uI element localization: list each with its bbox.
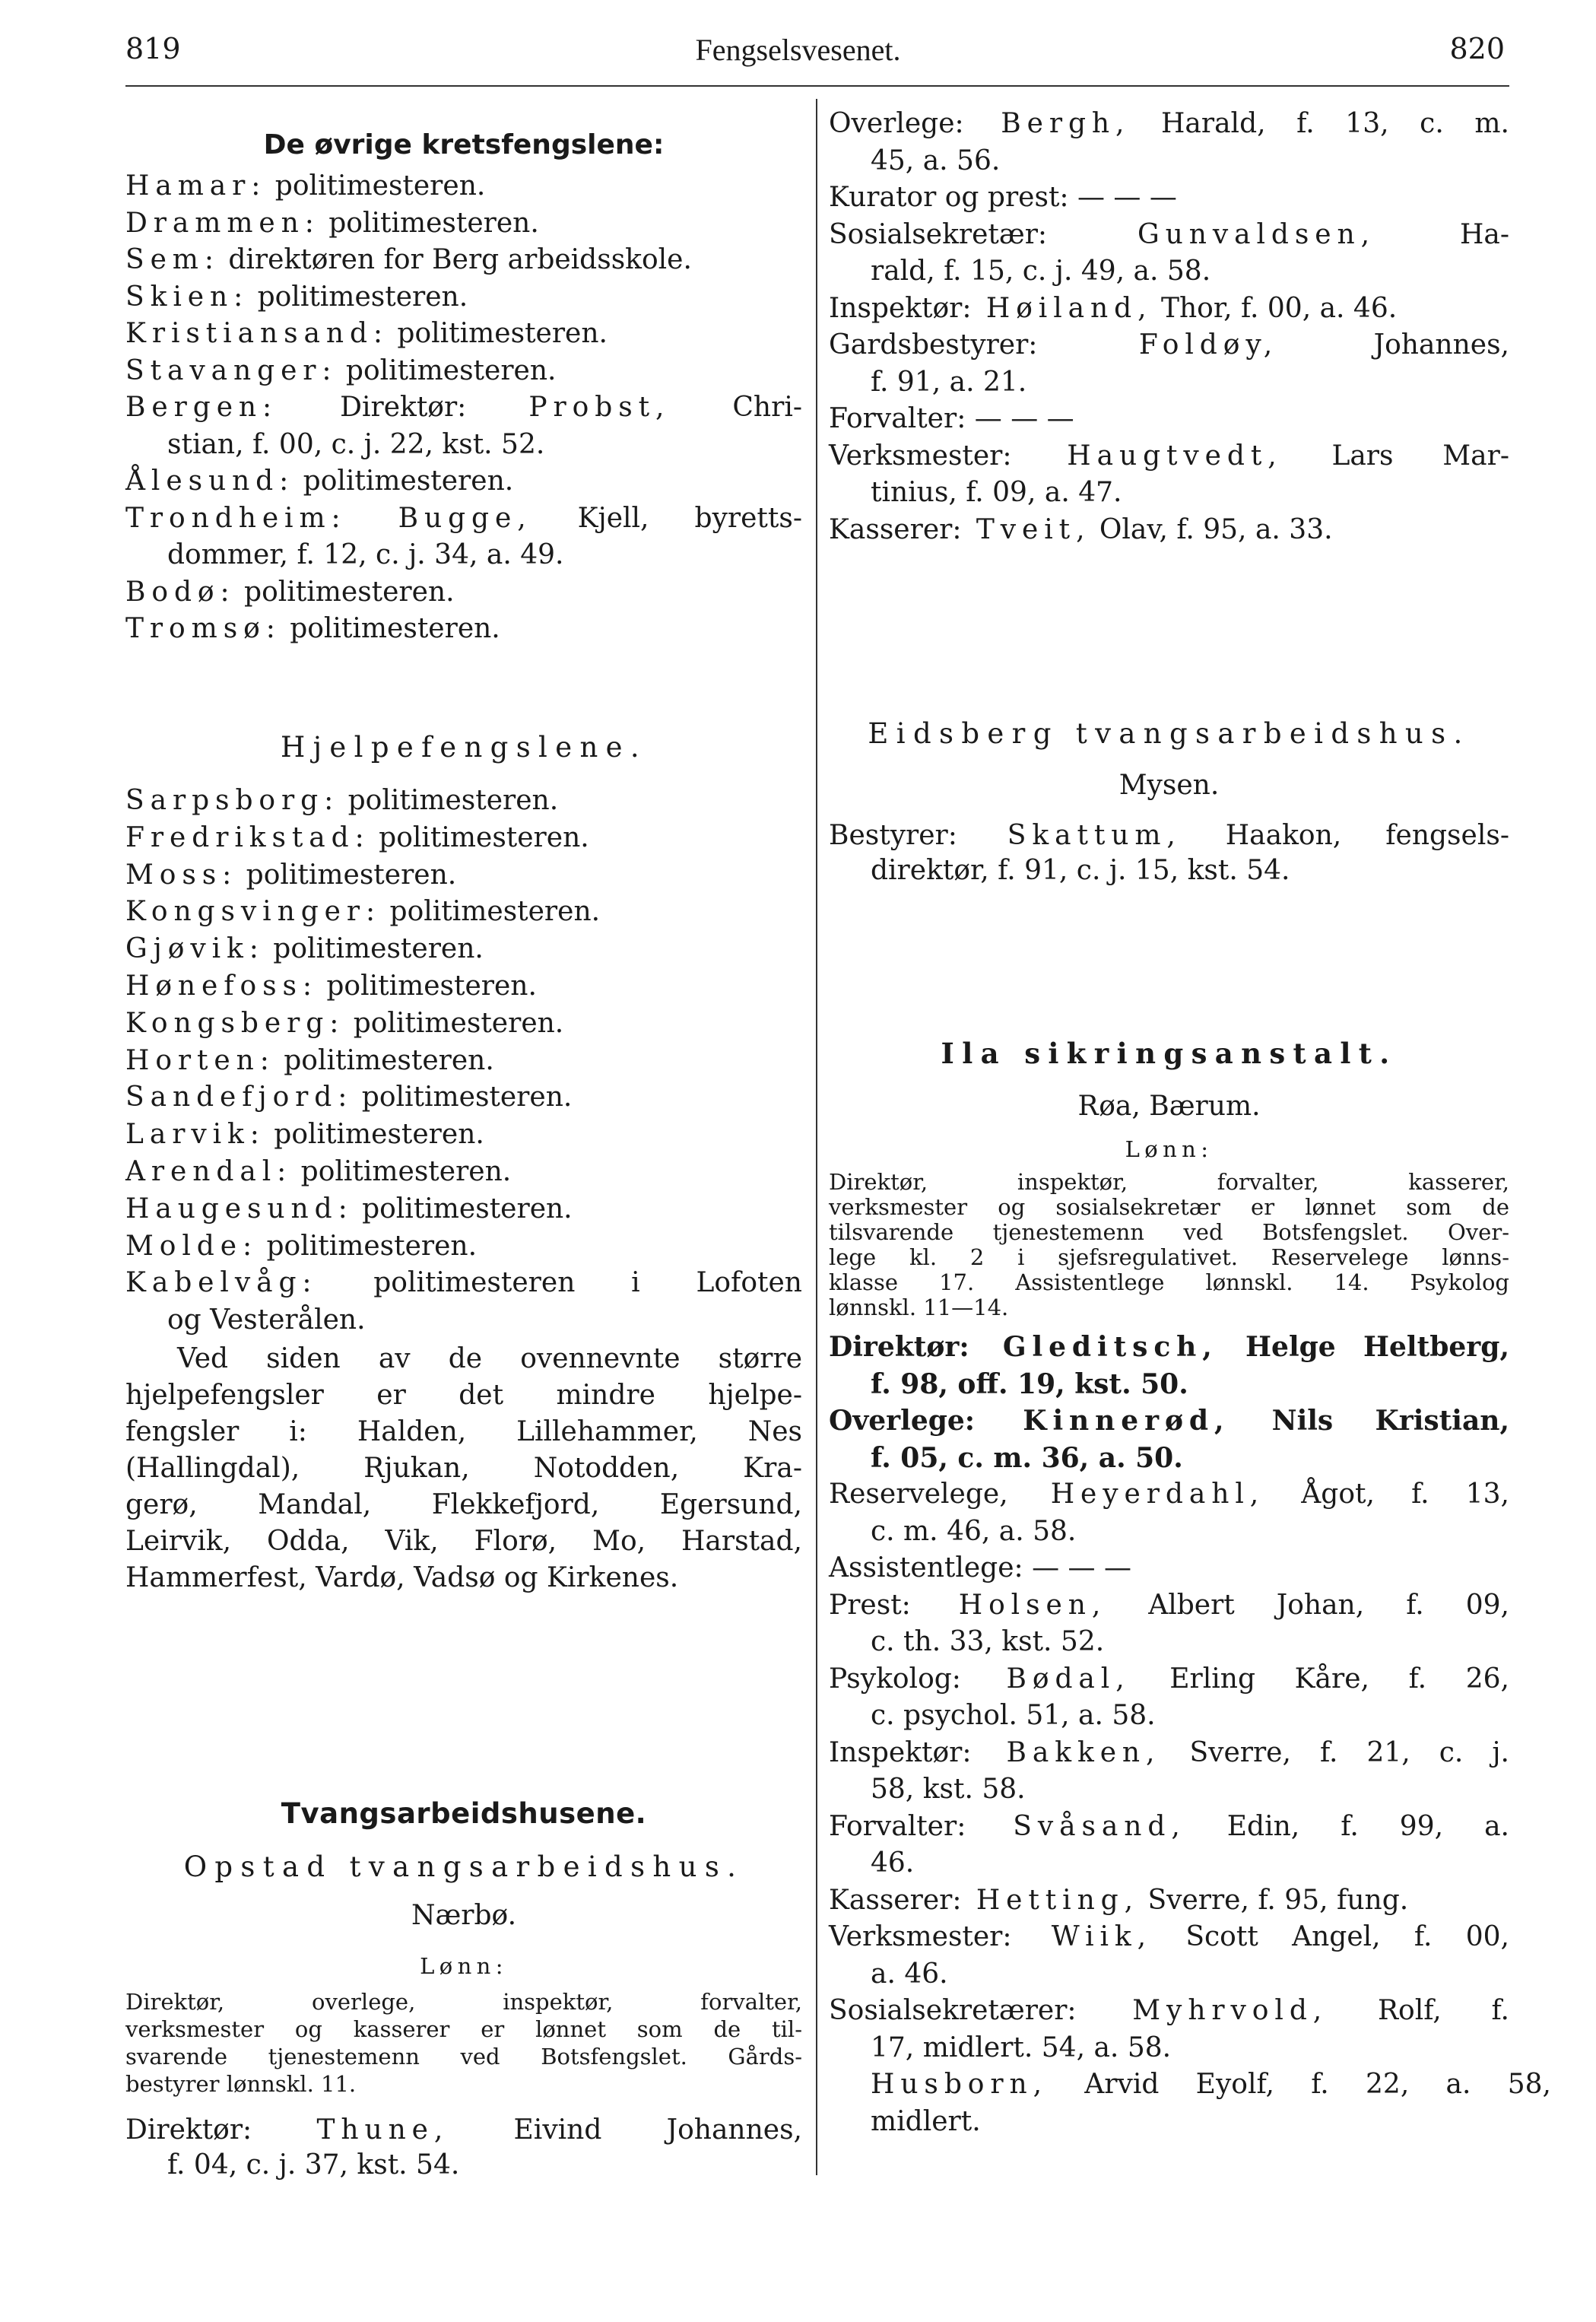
entry-text: Edin, f. 99, a. [1185,1810,1509,1842]
place-name: Hønefoss: [125,970,318,1002]
eidsberg-title: Eidsberg tvangsarbeidshus. [868,717,1471,750]
entry-line [125,206,539,241]
place-name: Haugesund: [125,1193,354,1225]
role-label: Sosialsekretærer: [829,1995,1077,2026]
entry-line [829,291,1397,326]
entry-text: Chri- [670,392,803,423]
place-name: Larvik: [125,1119,265,1151]
text-line: lønnskl. 11—14. [829,1294,1009,1320]
entry-continuation: f. 91, a. 21. [871,366,1027,398]
entry-continuation: rald, f. 15, c. j. 49, a. 58. [871,256,1211,287]
entry-text: Helge Heltberg, [1217,1331,1509,1363]
place-name: Kabelvåg: [125,1267,318,1299]
person-name: Wiik, [1011,1921,1153,1952]
entry-text: Rolf, f. [1328,1995,1509,2026]
entry-continuation: dommer, f. 12, c. j. 34, a. 49. [167,539,564,570]
entry-text: Olav, f. 95, a. 33. [1090,513,1333,545]
entry-text: politimesteren. [317,970,537,1002]
entry-line [125,821,589,856]
entry-continuation: stian, f. 00, c. j. 22, kst. 52. [167,428,545,460]
entry-text: — — — [1023,1552,1131,1583]
entry-line [125,1155,511,1190]
role-label: Psykolog: [829,1663,961,1695]
entry-text: politimesteren. [249,281,468,313]
entry-line [829,1551,1131,1586]
role-label: Kurator og prest: [829,182,1069,213]
entry-text: politimesteren. [258,1230,478,1262]
person-name: Skattum, [957,820,1182,851]
place-name: Gjøvik: [125,933,265,965]
entry-text: — — — [966,403,1074,434]
entry-line [125,858,456,893]
entry-continuation: 17, midlert. 54, a. 58. [871,2031,1172,2063]
entry-line [125,316,608,351]
person-name: Probst, [528,392,671,423]
entry-text: politimesteren. [339,785,559,816]
text-line: Hammerfest, Vardø, Vadsø og Kirkenes. [125,1562,679,1593]
entry-text: politimesteren. [353,1082,573,1113]
entry-text: politimesteren. [388,318,608,349]
entry-text: politimesteren. [344,1007,564,1039]
entry-text: Scott Angel, f. 00, [1152,1921,1509,1952]
role-label: Sosialsekretær: [829,218,1048,250]
text-line: verksmester og kasserer er lønnet som de til- [125,2016,802,2042]
entry-line [829,1809,1509,1844]
person-name: Bergh, [963,108,1131,139]
entry-continuation: tinius, f. 09, a. 47. [871,477,1122,508]
entry-line [829,1477,1509,1512]
person-name: Hetting, [961,1884,1140,1916]
entry-line [125,1117,484,1152]
text-line: tilsvarende tjenestemenn ved Botsfengslet. Over- [829,1219,1509,1245]
person-name: Holsen, [910,1589,1107,1621]
entry-text: Lars Mar- [1282,440,1510,472]
entry-text: politimesteren. [381,896,601,928]
role-label: Reservelege, [829,1479,1008,1510]
entry-continuation: 45, a. 56. [871,145,1001,176]
person-name: Myhrvold, [1076,1995,1328,2026]
place-name: Sem: [125,244,220,275]
entry-line [125,280,468,315]
role-label: Forvalter: [829,1810,966,1842]
entry-line [125,1006,563,1041]
role-label: Forvalter: [829,403,966,434]
place-name: Kristiansand: [125,318,389,349]
text-line: klasse 17. Assistentlege lønnskl. 14. Psykolog [829,1269,1509,1295]
label: Bestyrer: [829,820,957,851]
entry-text: Harald, f. 13, c. m. [1130,108,1509,139]
place-name: Moss: [125,859,238,891]
eidsberg-bestyrer-line [829,818,1509,853]
role-label: Inspektør: [829,292,972,324]
entry-line [829,328,1509,363]
entry-line [125,611,500,646]
place-name: Kongsberg: [125,1007,345,1039]
person-name: Gunvaldsen, [1047,218,1375,250]
entry-text: Johannes, [1278,329,1509,361]
ila-title: Ila sikringsanstalt. [941,1037,1398,1070]
place-name: Fredrikstad: [125,821,370,853]
text-line: verksmester og sosialsekretær er lønnet som de [829,1194,1509,1220]
opstad-place: Nærbø. [411,1900,517,1931]
entry-line [125,390,802,425]
ila-lonn-label: Lønn: [1125,1136,1214,1162]
opstad-direktor-cont: f. 04, c. j. 37, kst. 54. [167,2149,460,2181]
text-line: (Hallingdal), Rjukan, Notodden, Kra- [125,1453,802,1484]
column-divider [816,99,817,2175]
place-name: Hamar: [125,170,267,202]
entry-text: Nils Kristian, [1230,1405,1509,1437]
entry-text: politimesteren. [235,576,455,608]
text-line: Direktør, inspektør, forvalter, kasserer, [829,1169,1509,1195]
person-name: Bødal, [960,1663,1131,1695]
entry-line [125,1043,494,1078]
person-name: Haugtvedt, [1011,440,1283,472]
entry-text: Kjell, byretts- [531,502,802,534]
text-line: lege kl. 2 i sjefsregulativet. Reservelege lønns- [829,1244,1509,1270]
person-name: Bakken, [971,1736,1161,1768]
text-line: Ved siden av de ovennevnte større [177,1343,802,1374]
entry-text: politimesteren. [281,613,500,644]
page-number-right: 820 [1449,32,1505,65]
entry-line [125,932,484,967]
entry-text: politimesteren. [319,207,539,239]
role-label: Verksmester: [829,1921,1012,1952]
entry-text: Direktør: [278,392,529,423]
role-label: Verksmester: [829,440,1012,472]
entry-line [125,169,485,204]
entry-line [829,1403,1509,1438]
entry-text: politimesteren i Lofoten [317,1267,802,1299]
entry-line [829,1662,1509,1697]
entry-continuation: 46. [871,1847,915,1879]
entry-text: Haakon, fengsels- [1181,820,1509,851]
role-label: Kasserer: [829,513,962,545]
entry-continuation: midlert. [871,2105,981,2137]
person-name: Høiland, [971,292,1153,324]
entry-continuation: c. psychol. 51, a. 58. [871,1700,1156,1731]
text-line: gerø, Mandal, Flekkefjord, Egersund, [125,1489,802,1520]
role-label: Overlege: [829,108,964,139]
place-name: Arendal: [125,1156,293,1187]
role-label: Gardsbestyrer: [829,329,1038,361]
entry-text: politimesteren. [264,933,484,965]
entry-continuation: 58, kst. 58. [871,1774,1026,1805]
text-line: hjelpefengsler er det mindre hjelpe- [125,1380,802,1411]
entry-line [125,354,556,389]
entry-continuation: f. 98, off. 19, kst. 50. [871,1367,1188,1400]
entry-text: politimesteren. [370,821,589,853]
running-title: Fengselsvesenet. [695,33,901,67]
entry-line [829,1736,1509,1771]
eidsberg-bestyrer-cont: direktør, f. 91, c. j. 15, kst. 54. [871,855,1290,886]
entry-continuation: c. m. 46, a. 58. [871,1515,1077,1547]
place-name: Ålesund: [125,465,295,497]
person-name: Gleditsch, [969,1331,1218,1363]
entry-text: politimesteren. [274,1044,494,1076]
person-name: Bugge, [346,502,532,534]
entry-line [125,501,802,536]
entry-continuation: f. 05, c. m. 36, a. 50. [871,1441,1183,1474]
entry-continuation: a. 46. [871,1958,948,1990]
entry-line [125,894,600,929]
page-number-left: 819 [125,32,181,65]
opstad-title: Opstad tvangsarbeidshus. [183,1850,744,1883]
role-label: Inspektør: [829,1736,972,1768]
place-name: Horten: [125,1044,275,1076]
entry-line [829,1920,1509,1955]
entry-continuation: c. th. 33, kst. 52. [871,1626,1105,1657]
role-label: Prest: [829,1589,911,1621]
entry-line [829,1993,1509,2028]
kretsfengsler-heading: De øvrige kretsfengslene: [263,129,665,160]
place-name: Sarpsborg: [125,785,340,816]
entry-text: Sverre, f. 21, c. j. [1160,1736,1509,1768]
entry-text: Arvid Eyolf, f. 22, a. 58, [1047,2069,1551,2100]
entry-line [125,969,537,1004]
entry-line [829,1329,1509,1364]
entry-text: Sverre, f. 95, fung. [1139,1884,1409,1916]
ila-place: Røa, Bærum. [1077,1091,1261,1122]
entry-line [829,513,1333,548]
person-name: Tveit, [961,513,1091,545]
place-name: Molde: [125,1230,259,1262]
entry-line [829,218,1509,253]
place-name: Kongsvinger: [125,896,382,928]
place-name: Skien: [125,281,249,313]
entry-continuation: og Vesterålen. [167,1304,366,1336]
place-name: Tromsø: [125,613,281,644]
role-label: Overlege: [829,1405,976,1437]
entry-line [829,1588,1509,1623]
person-name: Husborn, [871,2069,1048,2100]
role-label: Direktør: [829,1331,969,1363]
entry-line [829,106,1509,141]
person-name: Heyerdahl, [1007,1479,1265,1510]
place-name: Drammen: [125,207,320,239]
person-name: Svåsand, [966,1810,1186,1842]
entry-text: politimesteren. [266,170,486,202]
entry-line [829,439,1509,474]
entry-text: Erling Kåre, f. 26, [1130,1663,1509,1695]
place-name: Stavanger: [125,354,338,386]
opstad-direktor-line [125,2113,802,2148]
place-name: Bodø: [125,576,236,608]
entry-text: — — — [1068,182,1177,213]
person-name: Foldøy, [1037,329,1279,361]
entry-text: Ågot, f. 13, [1264,1479,1509,1510]
label: Direktør: [125,2114,252,2146]
place-name: Trondheim: [125,502,347,534]
entry-text: politimesteren. [265,1119,484,1151]
text-line: fengsler i: Halden, Lillehammer, Nes [125,1416,802,1447]
entry-line [125,1229,477,1264]
entry-text: politimesteren. [237,859,457,891]
entry-text: Thor, f. 00, a. 46. [1152,292,1398,324]
text-line: svarende tjenestemenn ved Botsfengslet. Gårds- [125,2044,802,2069]
person-name: Kinnerød, [975,1405,1230,1437]
opstad-lonn-label: Lønn: [420,1953,508,1979]
entry-text: politimesteren. [353,1193,573,1225]
entry-line [125,575,455,610]
entry-line [125,243,692,278]
entry-text: direktøren for Berg arbeidsskole. [219,244,692,275]
text-line: bestyrer lønnskl. 11. [125,2071,357,2097]
entry-text: politimesteren. [292,1156,512,1187]
entry-text: Albert Johan, f. 09, [1106,1589,1509,1621]
entry-text: Eivind Johannes, [449,2114,802,2146]
entry-line [125,1080,572,1115]
entry-line [829,402,1074,437]
eidsberg-place: Mysen. [1118,770,1220,801]
tvangsarbeidshusene-heading: Tvangsarbeidshusene. [281,1797,647,1830]
entry-text: politimesteren. [337,354,557,386]
entry-line [125,464,513,499]
entry-text: politimesteren. [294,465,514,497]
person-name: Thune, [316,2114,449,2146]
header-rule [125,85,1509,87]
entry-line [125,1192,573,1227]
entry-line [829,180,1177,215]
text-line: Direktør, overlege, inspektør, forvalter, [125,1989,802,2015]
entry-line [829,2067,1551,2102]
hjelpefengsler-heading: Hjelpefengslene. [280,731,648,764]
role-label: Assistentlege: [829,1552,1023,1583]
place-name: Bergen: [125,392,278,423]
entry-line [829,1883,1408,1918]
entry-line [125,783,558,818]
text-line: Leirvik, Odda, Vik, Florø, Mo, Harstad, [125,1526,802,1557]
role-label: Kasserer: [829,1884,962,1916]
entry-line [125,1266,802,1301]
entry-text: Ha- [1375,218,1509,250]
place-name: Sandefjord: [125,1082,354,1113]
